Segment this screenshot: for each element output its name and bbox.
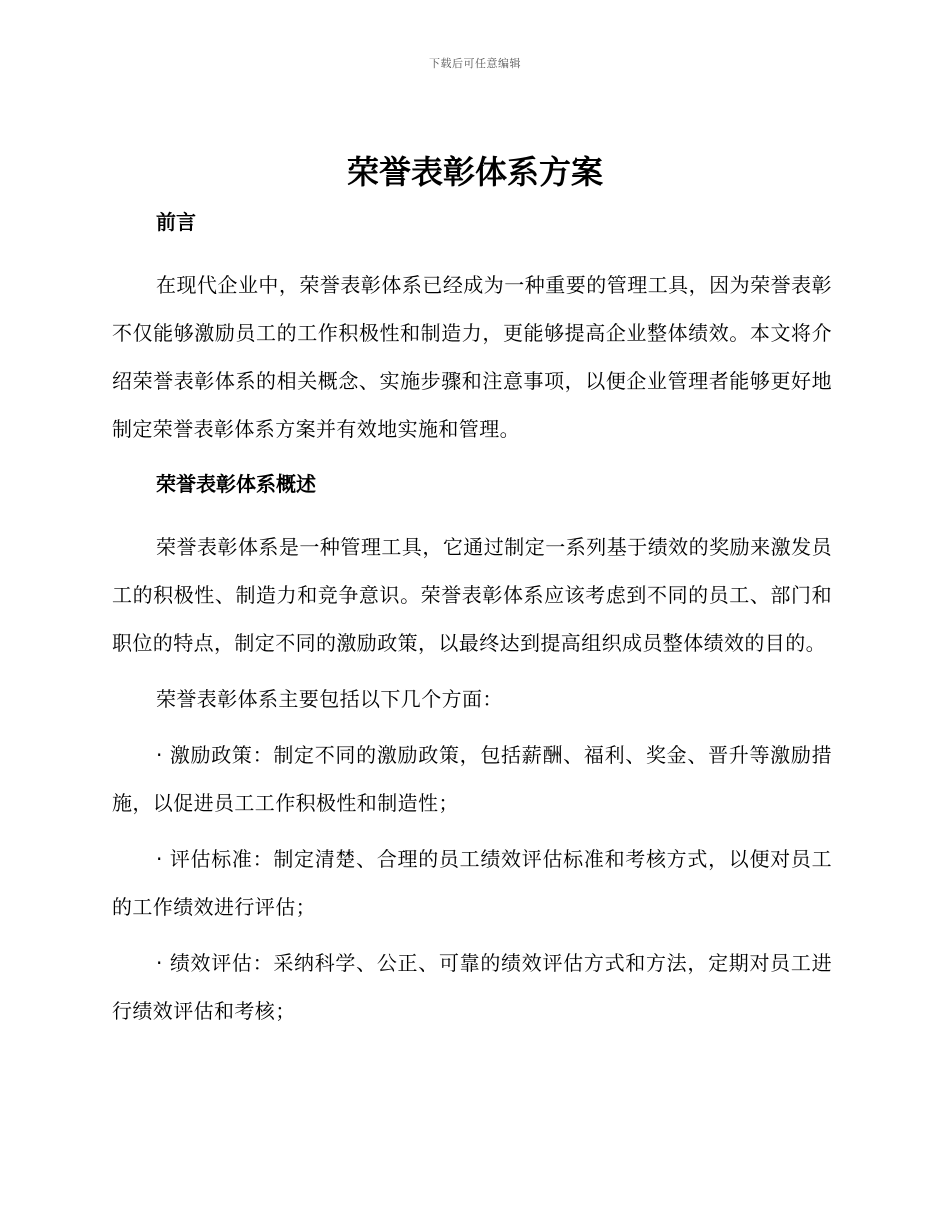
document-title: 荣誉表彰体系方案 [346,153,603,191]
bullet-incentive-policy: · 激励政策：制定不同的激励政策，包括薪酬、福利、奖金、晋升等激励措施，以促进员工工作积极性和制造性； [112,743,832,815]
preface-paragraph: 在现代企业中，荣誉表彰体系已经成为一种重要的管理工具，因为荣誉表彰不仅能够激励员工的工作积极性和制造力，更能够提高企业整体绩效。本文将介绍荣誉表彰体系的相关概念、实施步骤和注意事项，以便企业管理者能够更好地制定荣誉表彰体系方案并有效地实施和管理。 [112,273,832,441]
bullet-performance-evaluation: · 绩效评估：采纳科学、公正、可靠的绩效评估方式和方法，定期对员工进行绩效评估和考核； [112,951,832,1023]
section-heading-preface: 前言 [156,210,196,234]
document-body [112,205,832,1043]
overview-paragraph: 荣誉表彰体系是一种管理工具，它通过制定一系列基于绩效的奖励来激发员工的积极性、制造力和竞争意识。荣誉表彰体系应该考虑到不同的员工、部门和职位的特点，制定不同的激励政策，以最终达到提高组织成员整体绩效的目的。 [112,535,832,655]
header-note: 下载后可任意编辑 [429,57,521,70]
overview-intro-paragraph: 荣誉表彰体系主要包括以下几个方面： [156,687,503,711]
bullet-evaluation-standard: · 评估标准：制定清楚、合理的员工绩效评估标准和考核方式，以便对员工的工作绩效进行评估； [112,847,832,919]
section-heading-overview: 荣誉表彰体系概述 [156,472,316,496]
